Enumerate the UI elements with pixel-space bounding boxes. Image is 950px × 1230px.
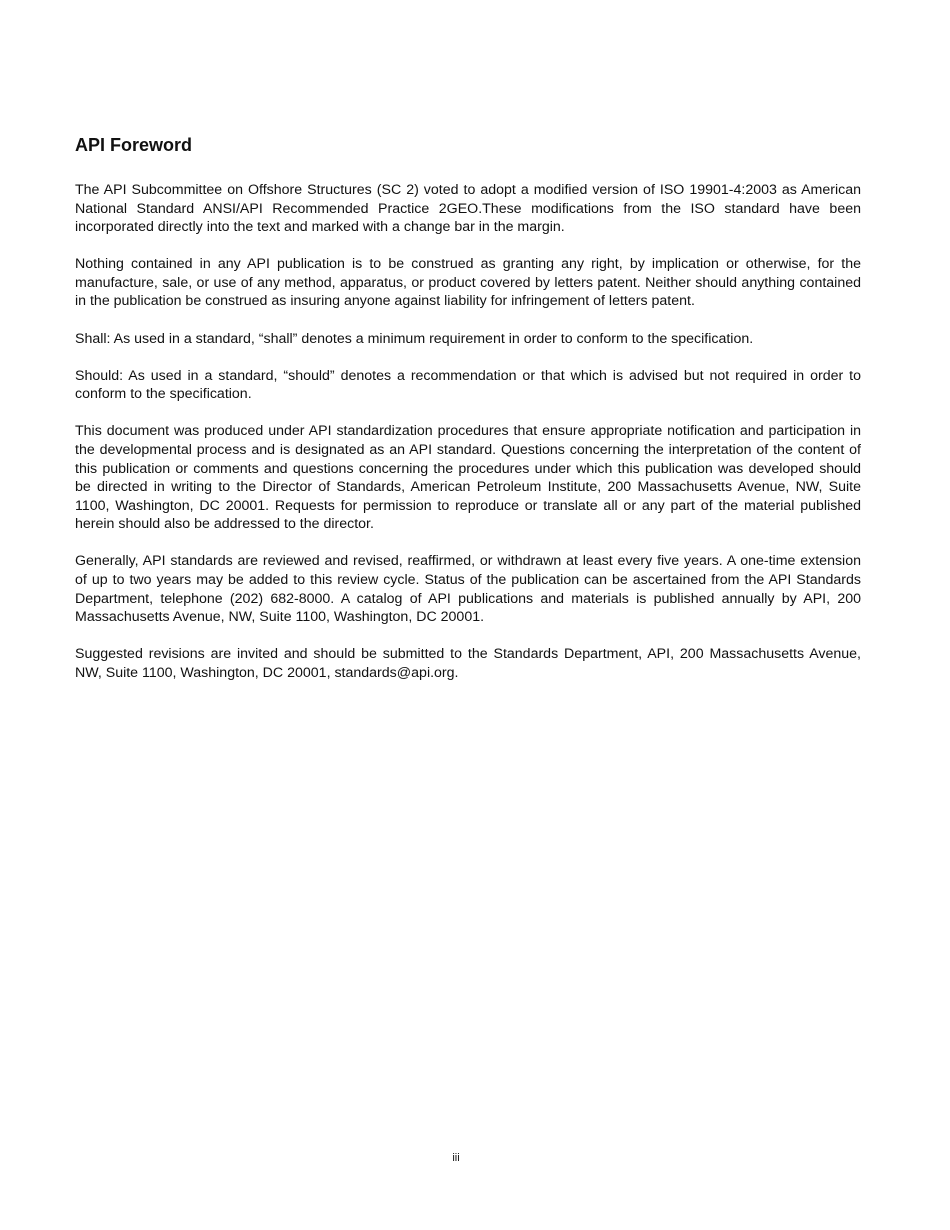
paragraph-should-definition: Should: As used in a standard, “should” denotes a recommendation or that which is advised but not required in order to conform to the specification. bbox=[75, 367, 861, 403]
foreword-body bbox=[75, 181, 861, 701]
paragraph-standardization-procedures: This document was produced under API standardization procedures that ensure appropriate notification and participation in the developmental process and is designated as an API standard. Questions concerning the interpretation of the content of this publication or comments and questions concerning the procedures under which this publication was developed should be directed in writing to the Director of Standards, American Petroleum Institute, 200 Massachusetts Avenue, NW, Suite 1100, Washington, DC 20001. Requests for permission to reproduce or translate all or any part of the material published herein should also be addressed to the director. bbox=[75, 423, 861, 533]
paragraph-suggested-revisions: Suggested revisions are invited and should be submitted to the Standards Department, API, 200 Massachusetts Avenue, NW, Suite 1100, Washington, DC 20001, standards@api.org. bbox=[75, 646, 861, 681]
paragraph-adoption: The API Subcommittee on Offshore Structures (SC 2) voted to adopt a modified version of ISO 19901-4:2003 as American National Standard ANSI/API Recommended Practice 2GEO.These modifications from the ISO standard have been incorporated directly into the text and marked with a change bar in the margin. bbox=[75, 182, 861, 236]
page-number: iii bbox=[452, 1152, 460, 1164]
paragraph-review-cycle: Generally, API standards are reviewed and revised, reaffirmed, or withdrawn at least every five years. A one-time extension of up to two years may be added to this review cycle. Status of the publication can be ascertained from the API Standards Department, telephone (202) 682-8000. A catalog of API publications and materials is published annually by API, 200 Massachusetts Avenue, NW, Suite 1100, Washington, DC 20001. bbox=[75, 553, 861, 626]
page-title: API Foreword bbox=[75, 135, 193, 155]
paragraph-patent-disclaimer: Nothing contained in any API publication is to be construed as granting any right, by implication or otherwise, for the manufacture, sale, or use of any method, apparatus, or product covered by letters patent. Neither should anything contained in the publication be construed as insuring anyone against liability for infringement of letters patent. bbox=[75, 256, 861, 310]
paragraph-shall-definition: Shall: As used in a standard, “shall” denotes a minimum requirement in order to conform to the specification. bbox=[75, 330, 754, 347]
